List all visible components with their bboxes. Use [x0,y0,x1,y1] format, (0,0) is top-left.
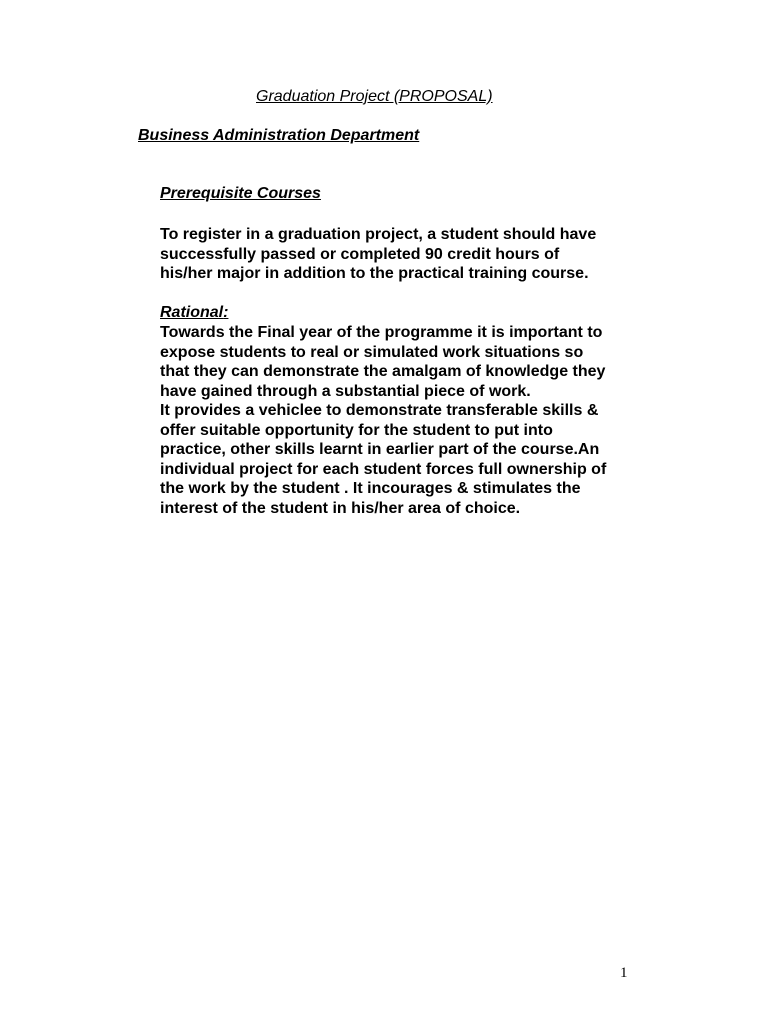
document-title: Graduation Project (PROPOSAL) [256,88,493,105]
paragraph-line: expose students to real or simulated work situations so [160,343,584,361]
paragraph-line: the work by the student . It incourages & stimulates the [160,480,581,497]
paragraph-line: practice, other skills learnt in earlier part of the course.An [160,441,600,458]
paragraph-line: his/her major in addition to the practical training course. [160,265,589,282]
paragraph-line: To register in a graduation project, a student should have [160,226,597,243]
paragraph-line: successfully passed or completed 90 credit hours of [160,245,560,263]
rational-heading-colon: : [223,304,229,321]
paragraph-line: that they can demonstrate the amalgam of knowledge they [160,363,606,380]
rational-heading-wrapper [160,304,228,322]
paragraph-line: It provides a vehiclee to demonstrate transferable skills & [160,402,599,419]
paragraph-line: have gained through a substantial piece of work. [160,382,531,400]
rational-paragraph [160,323,606,518]
paragraph-line: offer suitable opportunity for the student to put into [160,421,553,439]
department-heading: Business Administration Department [138,127,420,144]
prerequisite-paragraph [160,225,596,284]
paragraph-line: individual project for each student forces full ownership of [160,460,607,478]
page-number: 1 [620,965,628,981]
paragraph-line: Towards the Final year of the programme it is important to [160,324,603,341]
prerequisite-heading: Prerequisite Courses [160,185,321,202]
rational-heading: Rational [160,304,224,321]
paragraph-line: interest of the student in his/her area of choice. [160,499,521,517]
